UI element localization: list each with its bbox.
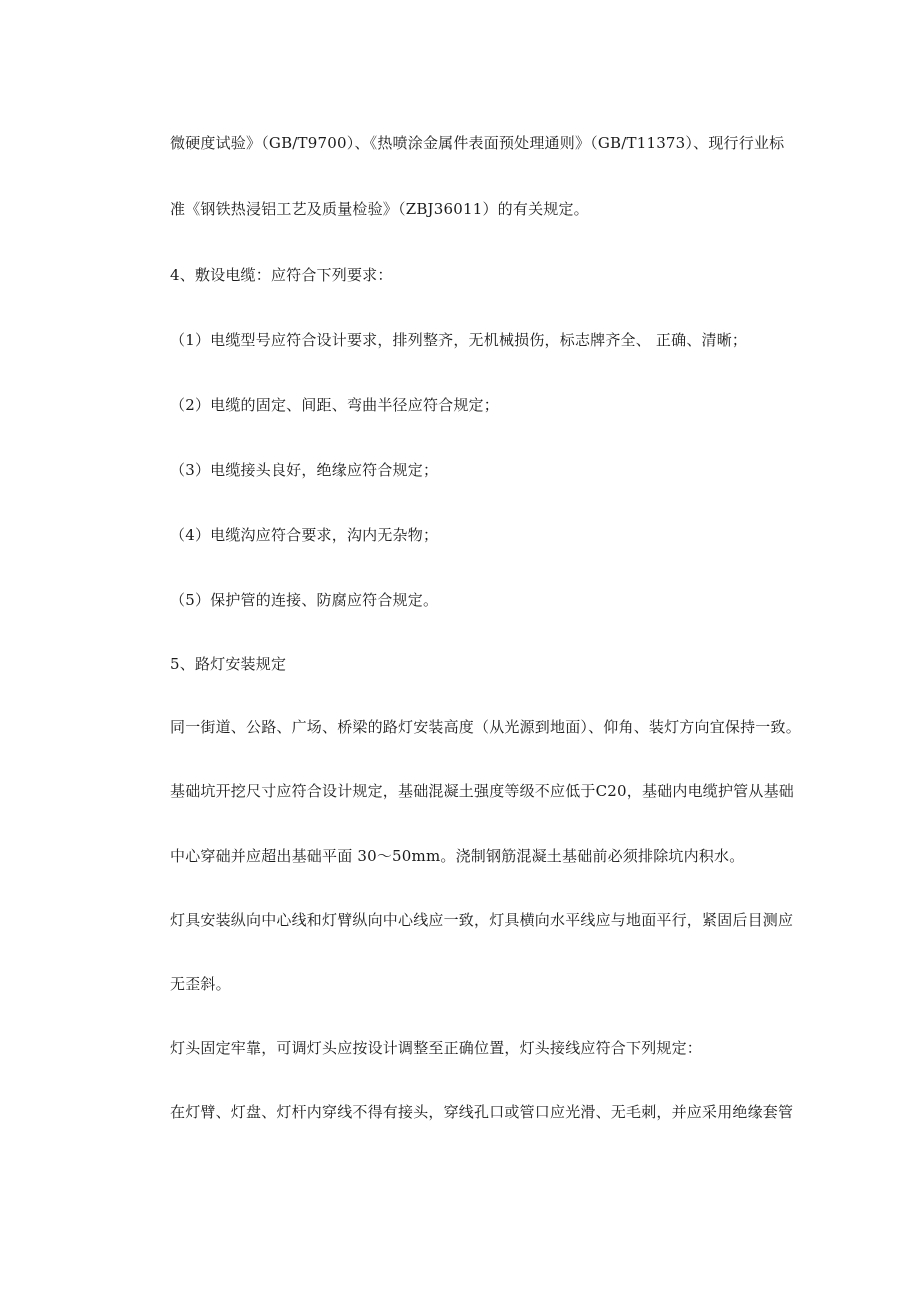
text-line: 中心穿础并应超出基础平面 30～50mm。浇制钢筋混凝土基础前必须排除坑内积水。 — [170, 847, 745, 865]
list-item: （4）电缆沟应符合要求，沟内无杂物； — [170, 526, 439, 544]
list-item: （3）电缆接头良好，绝缘应符合规定； — [170, 461, 439, 479]
list-item: （5）保护管的连接、防腐应符合规定。 — [170, 591, 439, 609]
text-line: 同一街道、公路、广场、桥梁的路灯安装高度（从光源到地面）、仰角、装灯方向宜保持一致。 — [170, 718, 801, 736]
text-line: 准《钢铁热浸铝工艺及质量检验》（ZBJ36011）的有关规定。 — [170, 200, 589, 218]
text-line: 无歪斜。 — [170, 975, 231, 993]
section-heading: 4、敷设电缆：应符合下列要求： — [170, 266, 393, 284]
text-line: 在灯臂、灯盘、灯杆内穿线不得有接头，穿线孔口或管口应光滑、无毛刺，并应采用绝缘套管 — [170, 1103, 794, 1121]
text-line: 微硬度试验》（GB/T9700）、《热喷涂金属件表面预处理通则》（GB/T11373）、现行行业标 — [170, 134, 785, 152]
text-line: 灯具安装纵向中心线和灯臂纵向中心线应一致，灯具横向水平线应与地面平行，紧固后目测应 — [170, 911, 794, 929]
list-item: （2）电缆的固定、间距、弯曲半径应符合规定； — [170, 396, 499, 414]
list-item: （1）电缆型号应符合设计要求，排列整齐，无机械损伤，标志牌齐全、 正确、清晰； — [170, 331, 748, 349]
text-line: 灯头固定牢靠，可调灯头应按设计调整至正确位置，灯头接线应符合下列规定： — [170, 1039, 703, 1057]
text-line: 基础坑开挖尺寸应符合设计规定，基础混凝土强度等级不应低于C20，基础内电缆护管从基础 — [170, 782, 794, 800]
section-heading: 5、路灯安装规定 — [170, 655, 287, 673]
